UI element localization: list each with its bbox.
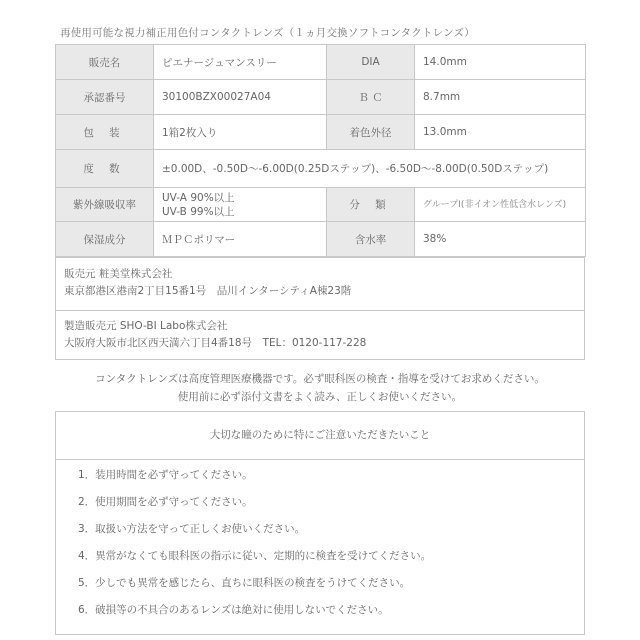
spec-label-bc: Ｂ Ｃ: [327, 80, 415, 115]
spec-row: [56, 45, 586, 80]
list-item: 1．装用時間を必ず守ってください。: [78, 469, 253, 481]
spec-value-approval: 30100BZX00027A04: [154, 80, 327, 115]
list-item: 5．少しでも異常を感じたら、直ちに眼科医の検査をうけてください。: [78, 577, 411, 589]
spec-label-moisture: 保湿成分: [56, 222, 154, 257]
product-caption: 再使用可能な視力補正用色付コンタクトレンズ（１ヵ月交換ソフトコンタクトレンズ）: [60, 27, 475, 39]
seller-name: 販売元 粧美堂株式会社: [64, 268, 173, 280]
spec-value-moisture: ＭＰＣポリマー: [154, 222, 327, 257]
spec-label-water-content: 含水率: [327, 222, 415, 257]
spec-value-uv: [154, 188, 327, 222]
spec-label-approval: 承認番号: [56, 80, 154, 115]
spec-label-name: 販売名: [56, 45, 154, 80]
spec-label-dia: DIA: [327, 45, 415, 80]
care-box: [55, 411, 585, 635]
seller-info: [55, 257, 585, 311]
notice-line-2: 使用前に必ず添付文書をよく読み、正しくお使いください。: [177, 391, 463, 403]
uv-b-value: UV-B 99%以上: [162, 205, 235, 218]
spec-row: [56, 222, 586, 257]
spec-value-water-content: 38%: [415, 222, 586, 257]
spec-label-package: 包 装: [56, 115, 154, 150]
care-title: 大切な瞳のために特にご注意いただきたいこと: [56, 412, 584, 460]
maker-name: 製造販売元 SHO-BI Labo株式会社: [64, 320, 228, 332]
spec-table: [55, 44, 586, 257]
spec-value-bc: 8.7mm: [415, 80, 586, 115]
list-item: 2．使用期間を必ず守ってください。: [78, 496, 253, 508]
spec-label-power: 度 数: [56, 150, 154, 188]
spec-label-uv: 紫外線吸収率: [56, 188, 154, 222]
spec-label-class: 分 類: [327, 188, 415, 222]
list-item: 3．取扱い方法を守って正しくお使いください。: [78, 523, 306, 535]
spec-value-dia: 14.0mm: [415, 45, 586, 80]
uv-a-value: UV-A 90%以上: [162, 191, 235, 204]
spec-row: [56, 150, 586, 188]
seller-address: 東京都港区港南2丁目15番1号 品川インターシティA棟23階: [64, 285, 352, 297]
spec-value-power: ±0.00D、-0.50D〜-6.00D(0.25Dステップ)、-6.50D〜-8.00D(0.50Dステップ): [154, 150, 586, 188]
care-list: [78, 462, 431, 624]
spec-value-color-diameter: 13.0mm: [415, 115, 586, 150]
list-item: 6．破損等の不具合のあるレンズは絶対に使用しないでください。: [78, 604, 389, 616]
spec-value-name: ピエナージュマンスリー: [154, 45, 327, 80]
maker-address: 大阪府大阪市北区西天満六丁目4番18号 TEL：0120-117-228: [64, 337, 367, 349]
spec-row: [56, 80, 586, 115]
spec-label-color-diameter: 着色外径: [327, 115, 415, 150]
spec-value-package: 1箱2枚入り: [154, 115, 327, 150]
spec-row: [56, 188, 586, 222]
spec-value-class: グループⅠ(非イオン性低含水レンズ): [415, 188, 586, 222]
spec-row: [56, 115, 586, 150]
list-item: 4．異常がなくても眼科医の指示に従い、定期的に検査を受けてください。: [78, 550, 432, 562]
maker-info: [55, 310, 585, 360]
notice-line-1: コンタクトレンズは高度管理医療機器です。必ず眼科医の検査・指導を受けてお求めください。: [95, 373, 545, 385]
